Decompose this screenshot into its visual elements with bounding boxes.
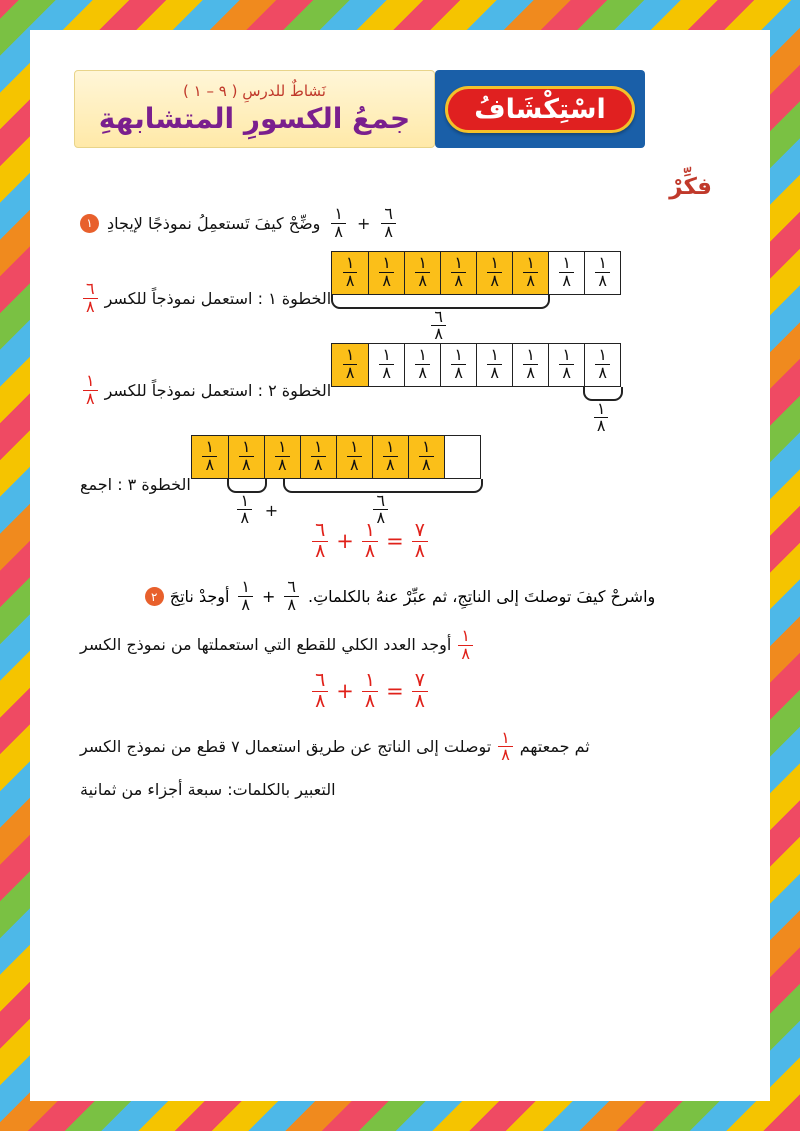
step-3-label-wrap (80, 475, 191, 494)
step-3-model-wrap (191, 435, 481, 535)
equation-1-left: $\frac{٦}{٨}$ (312, 521, 328, 562)
worksheet-header (80, 70, 645, 148)
step-2-fraction: $\frac{١}{٨}$ (83, 373, 98, 408)
strip-cell: $\frac{١}{٨}$ (192, 436, 228, 478)
strip-cell: $\frac{١}{٨}$ (228, 436, 264, 478)
answer-line-4 (80, 774, 720, 806)
page-title: جمعُ الكسورِ المتشابهةِ (98, 101, 411, 135)
step-1-brace-area (331, 295, 621, 347)
answer-3-text-a: توصلت إلى الناتج عن طريق استعمال ٧ قطع من نموذج الكسر (80, 736, 492, 756)
strip-cell: $\frac{١}{٨}$ (336, 436, 372, 478)
step-2-brace-area (331, 387, 621, 439)
strip-cell: $\frac{١}{٨}$ (548, 252, 584, 294)
q1-fraction-a: $\frac{١}{٨}$ (331, 206, 346, 241)
brace-right-label: $\frac{٦}{٨}$ (283, 493, 479, 528)
strip-cell: $\frac{١}{٨}$ (264, 436, 300, 478)
q1-plus: + (357, 213, 371, 233)
strip-cell: $\frac{١}{٨}$ (332, 344, 368, 386)
think-heading: فكِّرْ (669, 174, 712, 200)
question-2 (80, 579, 720, 614)
strip-cell: $\frac{١}{٨}$ (404, 252, 440, 294)
explore-badge-label: اسْتِكْشَافُ (445, 86, 635, 133)
brace-left-label: $\frac{١}{٨}$ (221, 493, 269, 528)
step-1-row (80, 251, 720, 347)
answer-1-fraction: $\frac{١}{٨}$ (458, 628, 473, 663)
explore-badge (435, 70, 645, 148)
worksheet-sheet (30, 30, 770, 1101)
strip-cell: $\frac{١}{٨}$ (404, 344, 440, 386)
strip-cell: $\frac{١}{٨}$ (300, 436, 336, 478)
step-2-label-wrap (80, 373, 331, 408)
step-1-model-wrap (331, 251, 621, 347)
step-3-row (80, 435, 720, 535)
step-3-brace-area (191, 479, 481, 535)
strip-cell: $\frac{١}{٨}$ (372, 436, 408, 478)
equation-2-right: $\frac{٧}{٨}$ (412, 671, 428, 712)
equation-1-equals: = (386, 529, 404, 554)
equation-2 (80, 668, 660, 712)
strip-cell: $\frac{١}{٨}$ (584, 252, 620, 294)
brace-label: $\frac{٦}{٨}$ (331, 309, 546, 344)
worksheet-content (30, 30, 770, 1101)
q2-fraction-b: $\frac{٦}{٨}$ (284, 579, 299, 614)
step-1-label-wrap (80, 281, 331, 316)
step-2-row (80, 343, 720, 439)
q1-text: وضِّحْ كيفَ تَستعمِلُ نموذجًا لإيجادِ (107, 213, 321, 233)
strip-cell: $\frac{١}{٨}$ (548, 344, 584, 386)
strip-cell: $\frac{١}{٨}$ (584, 344, 620, 386)
equation-2-plus: + (336, 679, 354, 704)
strip-cell: $\frac{١}{٨}$ (368, 252, 404, 294)
equation-1-right: $\frac{٧}{٨}$ (412, 521, 428, 562)
q2-fraction-a: $\frac{١}{٨}$ (238, 579, 253, 614)
strip-cell: $\frac{١}{٨}$ (476, 344, 512, 386)
equation-2-middle: $\frac{١}{٨}$ (362, 671, 378, 712)
equation-2-left: $\frac{٦}{٨}$ (312, 671, 328, 712)
fraction-strip-3 (191, 435, 481, 479)
q2-plus: + (262, 587, 276, 607)
step-1-fraction: $\frac{٦}{٨}$ (83, 281, 98, 316)
q2-text-b: واشرحْ كيفَ توصلتَ إلى الناتِجِ، ثم عبِّرْ عنهُ بالكلماتِ. (308, 587, 656, 607)
lesson-subtitle: نَشاطٌ للدرسِ ( ٩ – ١ ) (183, 81, 326, 100)
answer-4-text: التعبير بالكلمات: سبعة أجزاء من ثمانية (80, 780, 336, 800)
step-2-model-wrap (331, 343, 621, 439)
answer-3-fraction: $\frac{١}{٨}$ (498, 730, 513, 765)
q1-fraction-b: $\frac{٦}{٨}$ (381, 206, 396, 241)
step-3-label: الخطوة ٣ : اجمع (80, 475, 191, 495)
fraction-strip-2 (331, 343, 621, 387)
equation-1-middle: $\frac{١}{٨}$ (362, 521, 378, 562)
strip-cell: $\frac{١}{٨}$ (512, 344, 548, 386)
brace-plus: + (264, 500, 279, 520)
strip-cell-blank (444, 436, 480, 478)
answer-line-3 (80, 727, 720, 765)
equation-2-equals: = (386, 679, 404, 704)
answer-1-text: أوجد العدد الكلي للقطع التي استعملتها من نموذج الكسر (80, 635, 452, 655)
strip-cell: $\frac{١}{٨}$ (332, 252, 368, 294)
brace-label: $\frac{١}{٨}$ (583, 401, 619, 436)
answer-line-1 (80, 628, 720, 663)
q2-text-a: أوجدْ ناتِجَ (169, 587, 230, 607)
fraction-strip-1 (331, 251, 621, 295)
strip-cell: $\frac{١}{٨}$ (408, 436, 444, 478)
strip-cell: $\frac{١}{٨}$ (476, 252, 512, 294)
q1-bullet: ١ (80, 214, 99, 233)
answer-3-text-b: ثم جمعتهم (519, 736, 590, 756)
strip-cell: $\frac{١}{٨}$ (512, 252, 548, 294)
q2-bullet: ٢ (145, 587, 164, 606)
step-2-label: الخطوة ٢ : استعمل نموذجاً للكسر (104, 381, 332, 401)
question-1 (80, 206, 720, 241)
equation-1-plus: + (336, 529, 354, 554)
strip-cell: $\frac{١}{٨}$ (368, 344, 404, 386)
step-1-label: الخطوة ١ : استعمل نموذجاً للكسر (104, 289, 332, 309)
strip-cell: $\frac{١}{٨}$ (440, 252, 476, 294)
strip-cell: $\frac{١}{٨}$ (440, 344, 476, 386)
title-box (74, 70, 435, 148)
